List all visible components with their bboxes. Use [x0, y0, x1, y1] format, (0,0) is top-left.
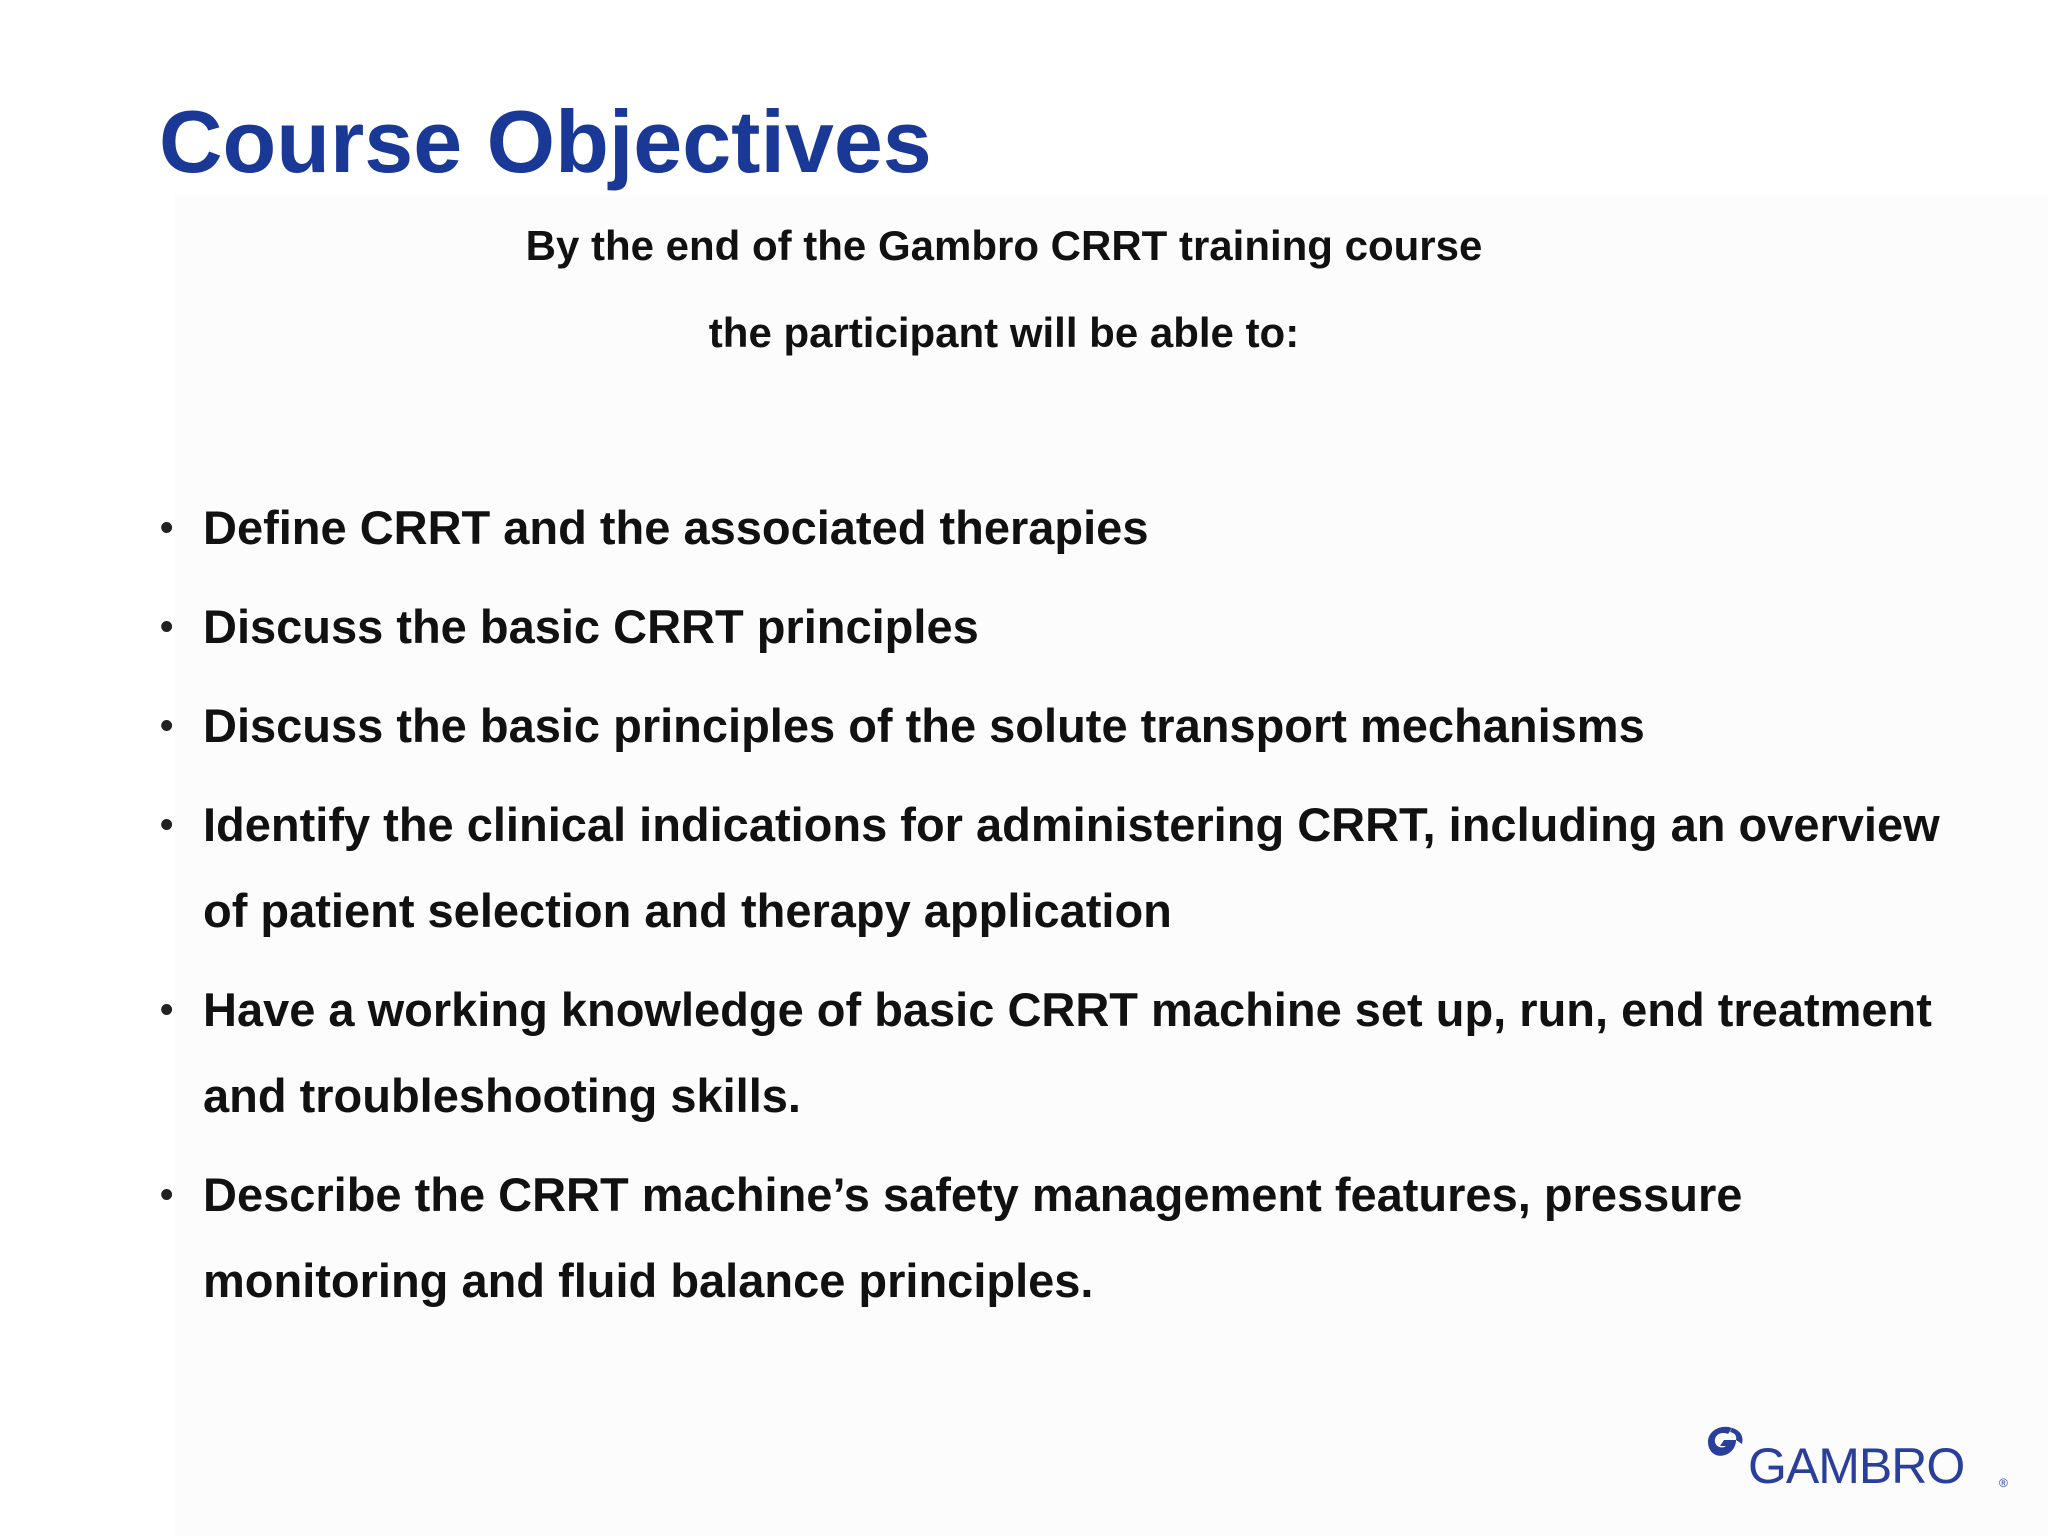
objective-text: Discuss the basic CRRT principles [203, 600, 979, 653]
objective-item [155, 1152, 1955, 1324]
logo-wordmark: GAMBRO [1748, 1438, 1965, 1494]
objective-list [155, 485, 1955, 1337]
bullet-icon: • [160, 804, 174, 846]
registered-mark: ® [1999, 1476, 2008, 1490]
bullet-icon: • [160, 705, 174, 747]
gambro-logo [1702, 1418, 2012, 1498]
objective-item [155, 584, 1955, 670]
intro-line-2: the participant will be able to: [708, 309, 1300, 356]
bullet-icon: • [160, 1174, 174, 1216]
bullet-icon: • [160, 606, 174, 648]
objective-text: Describe the CRRT machine’s safety management features, pressure monitoring and fluid balance principles. [203, 1168, 1743, 1307]
slide-title: Course Objectives [159, 92, 932, 191]
bullet-icon: • [160, 507, 174, 549]
objective-item [155, 967, 1955, 1139]
objective-text: Identify the clinical indications for administering CRRT, including an overview of patient selection and therapy application [203, 798, 1940, 937]
bullet-icon: • [160, 989, 174, 1031]
intro-line-1: By the end of the Gambro CRRT training course [525, 222, 1483, 269]
gambro-swirl-icon [1702, 1422, 1748, 1462]
objective-item [155, 782, 1955, 954]
objective-item [155, 485, 1955, 571]
objective-item [155, 683, 1955, 769]
objective-text: Discuss the basic principles of the solute transport mechanisms [203, 699, 1645, 752]
objective-text: Have a working knowledge of basic CRRT machine set up, run, end treatment and troubleshooting skills. [203, 983, 1932, 1122]
objective-text: Define CRRT and the associated therapies [203, 501, 1149, 554]
